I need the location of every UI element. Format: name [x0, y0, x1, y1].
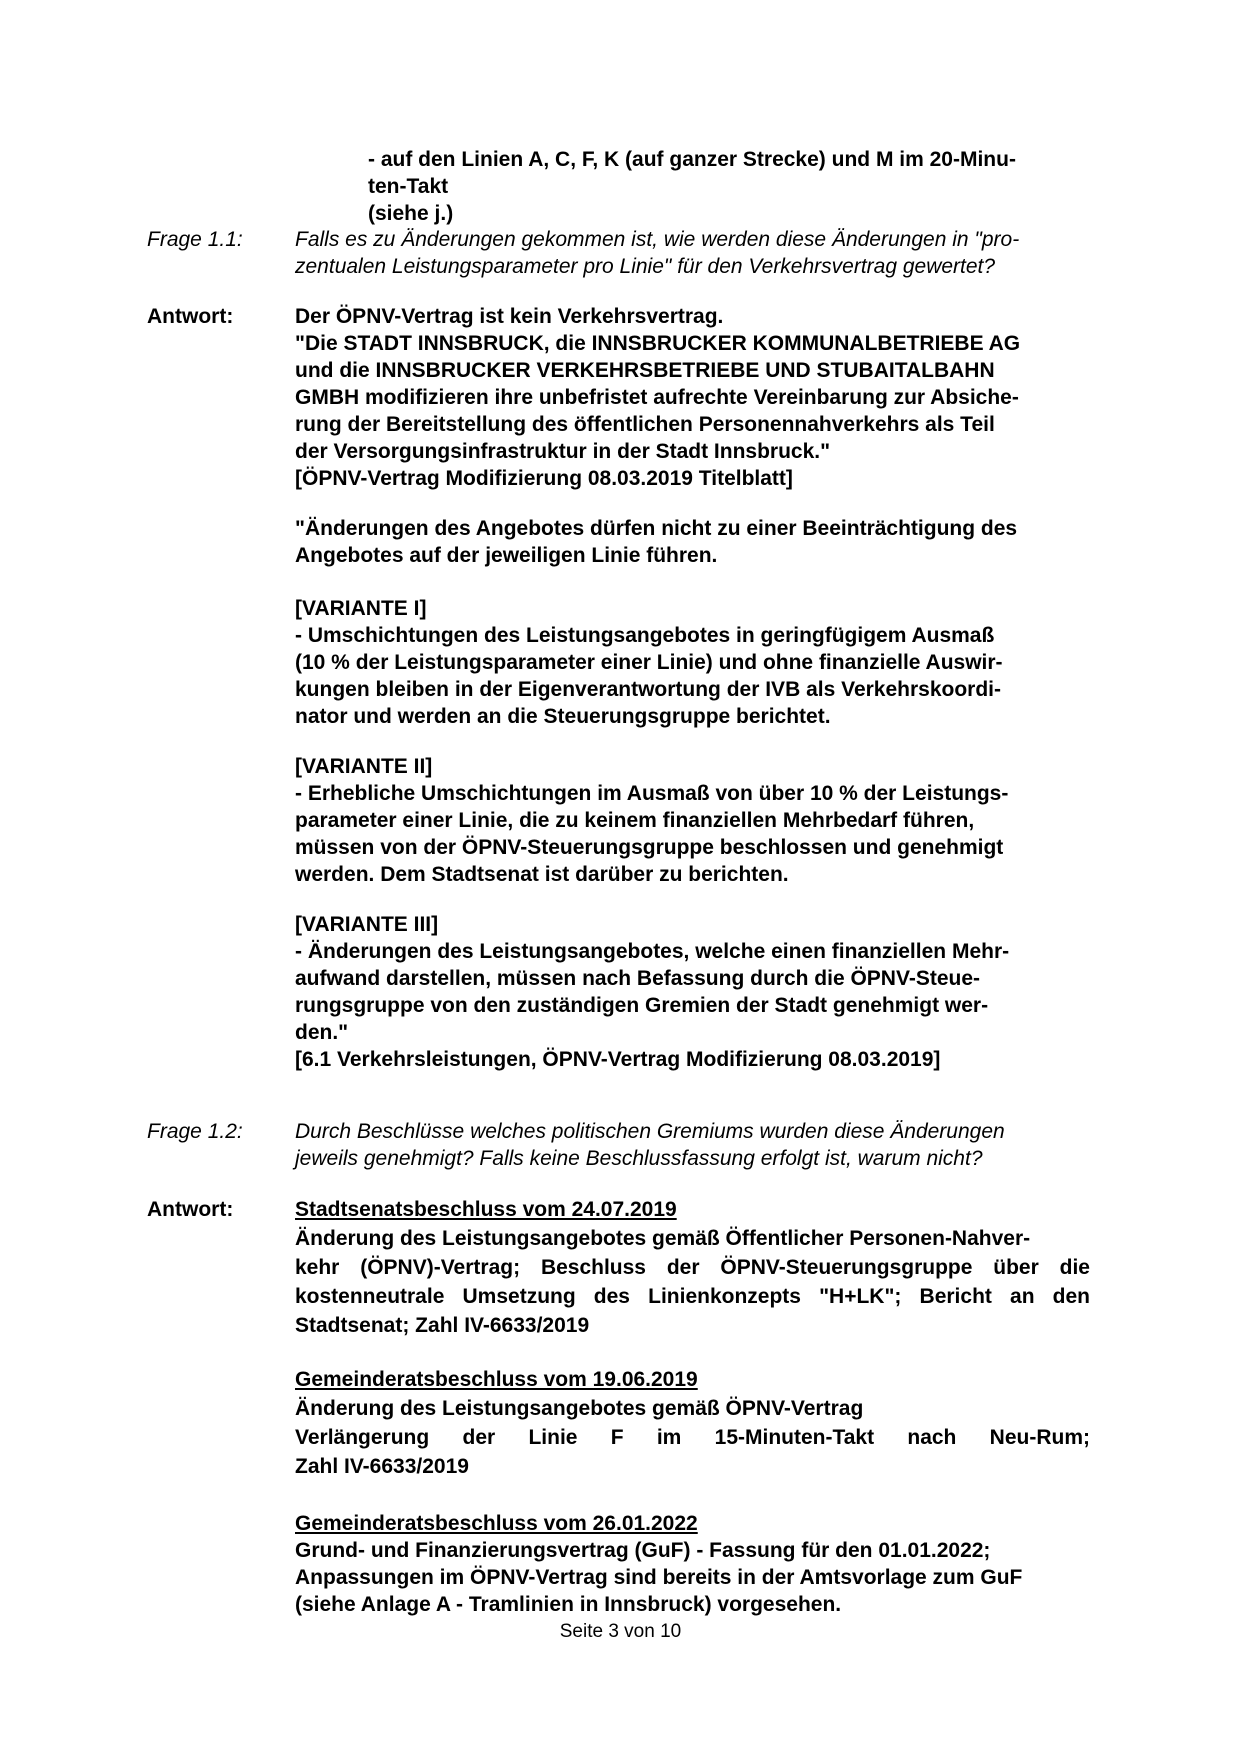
answer-line: müssen von der ÖPNV-Steuerungsgruppe beschlossen und genehmigt — [295, 836, 1004, 859]
answer-line: [ÖPNV-Vertrag Modifizierung 08.03.2019 Titelblatt] — [295, 467, 793, 490]
answer-line: werden. Dem Stadtsenat ist darüber zu berichten. — [295, 863, 789, 886]
answer-line: - Erhebliche Umschichtungen im Ausmaß von über 10 % der Leistungs- — [295, 782, 1009, 805]
decision-line: Zahl IV-6633/2019 — [295, 1455, 469, 1478]
answer-line: den." — [295, 1021, 349, 1044]
answer-line: GMBH modifizieren ihre unbefristet aufrechte Vereinbarung zur Absiche- — [295, 386, 1019, 409]
question-line: zentualen Leistungsparameter pro Linie" für den Verkehrsvertrag gewertet? — [295, 255, 996, 278]
answer-1-2-label: Antwort: — [147, 1198, 234, 1221]
decision-text — [295, 1394, 1090, 1481]
decision-line: Verlängerung der Linie F im 15-Minuten-Takt nach Neu-Rum; — [295, 1426, 1090, 1449]
answer-line: und die INNSBRUCKER VERKEHRSBETRIEBE UND STUBAITALBAHN — [295, 359, 995, 382]
variant-heading: [VARIANTE II] — [295, 755, 433, 778]
decision-line: kehr (ÖPNV)-Vertrag; Beschluss der ÖPNV-Steuerungsgruppe über die — [295, 1256, 1090, 1279]
answer-1-1-block1 — [295, 303, 1095, 492]
answer-line: Angebotes auf der jeweiligen Linie führen. — [295, 544, 718, 567]
answer-1-1-block2 — [295, 515, 1095, 569]
question-1-1-text — [295, 226, 1095, 280]
answer-line: rung der Bereitstellung des öffentlichen Personennahverkehrs als Teil — [295, 413, 995, 436]
answer-line: "Änderungen des Angebotes dürfen nicht zu einer Beeinträchtigung des — [295, 517, 1018, 540]
answer-1-1-label: Antwort: — [147, 305, 234, 328]
answer-line: nator und werden an die Steuerungsgruppe berichtet. — [295, 705, 831, 728]
variant-1-block — [295, 595, 1095, 730]
decision-1-block — [295, 1196, 1095, 1340]
answer-line: "Die STADT INNSBRUCK, die INNSBRUCKER KOMMUNALBETRIEBE AG — [295, 332, 1021, 355]
page-number: Seite 3 von 10 — [559, 1621, 682, 1642]
decision-line: Änderung des Leistungsangebotes gemäß ÖPNV-Vertrag — [295, 1397, 864, 1420]
answer-line: kungen bleiben in der Eigenverantwortung der IVB als Verkehrskoordi- — [295, 678, 1001, 701]
question-line: Falls es zu Änderungen gekommen ist, wie werden diese Änderungen in "pro- — [295, 228, 1020, 251]
answer-line: rungsgruppe von den zuständigen Gremien der Stadt genehmigt wer- — [295, 994, 989, 1017]
variant-2-block — [295, 753, 1095, 888]
question-1-2-label: Frage 1.2: — [147, 1120, 243, 1143]
answer-line: aufwand darstellen, müssen nach Befassung durch die ÖPNV-Steue- — [295, 967, 980, 990]
decision-text — [295, 1224, 1090, 1340]
decision-line: kostenneutrale Umsetzung des Linienkonzepts "H+LK"; Bericht an den — [295, 1285, 1090, 1308]
variant-heading: [VARIANTE I] — [295, 597, 427, 620]
decision-line: Stadtsenat; Zahl IV-6633/2019 — [295, 1314, 590, 1337]
question-1-1-label: Frage 1.1: — [147, 228, 243, 251]
intro-line: - auf den Linien A, C, F, K (auf ganzer Strecke) und M im 20-Minu- — [368, 148, 1016, 171]
answer-line: der Versorgungsinfrastruktur in der Stadt Innsbruck." — [295, 440, 831, 463]
decision-heading: Stadtsenatsbeschluss vom 24.07.2019 — [295, 1198, 677, 1221]
decision-line: (siehe Anlage A - Tramlinien in Innsbruck) vorgesehen. — [295, 1593, 842, 1616]
decision-heading: Gemeinderatsbeschluss vom 26.01.2022 — [295, 1512, 698, 1535]
decision-line: Grund- und Finanzierungsvertrag (GuF) - Fassung für den 01.01.2022; — [295, 1539, 991, 1562]
answer-line: - Umschichtungen des Leistungsangebotes in geringfügigem Ausmaß — [295, 624, 995, 647]
decision-2-block — [295, 1366, 1095, 1481]
intro-line: ten-Takt — [368, 175, 449, 198]
question-line: Durch Beschlüsse welches politischen Gremiums wurden diese Änderungen — [295, 1120, 1005, 1143]
decision-line: Änderung des Leistungsangebotes gemäß Öffentlicher Personen-Nahver- — [295, 1227, 1031, 1250]
answer-line: (10 % der Leistungsparameter einer Linie) und ohne finanzielle Auswir- — [295, 651, 1003, 674]
intro-line: (siehe j.) — [368, 202, 454, 225]
question-line: jeweils genehmigt? Falls keine Beschlussfassung erfolgt ist, warum nicht? — [295, 1147, 983, 1170]
variant-heading: [VARIANTE III] — [295, 913, 439, 936]
question-1-2-text — [295, 1118, 1095, 1172]
answer-line: - Änderungen des Leistungsangebotes, welche einen finanziellen Mehr- — [295, 940, 1010, 963]
citation-line: [6.1 Verkehrsleistungen, ÖPNV-Vertrag Modifizierung 08.03.2019] — [295, 1048, 941, 1071]
variant-3-block — [295, 911, 1095, 1073]
answer-line: parameter einer Linie, die zu keinem finanziellen Mehrbedarf führen, — [295, 809, 975, 832]
decision-heading: Gemeinderatsbeschluss vom 19.06.2019 — [295, 1368, 698, 1391]
decision-line: Anpassungen im ÖPNV-Vertrag sind bereits in der Amtsvorlage zum GuF — [295, 1566, 1023, 1589]
decision-3-block — [295, 1510, 1095, 1618]
intro-block — [368, 146, 1088, 227]
answer-line: Der ÖPNV-Vertrag ist kein Verkehrsvertrag. — [295, 305, 724, 328]
